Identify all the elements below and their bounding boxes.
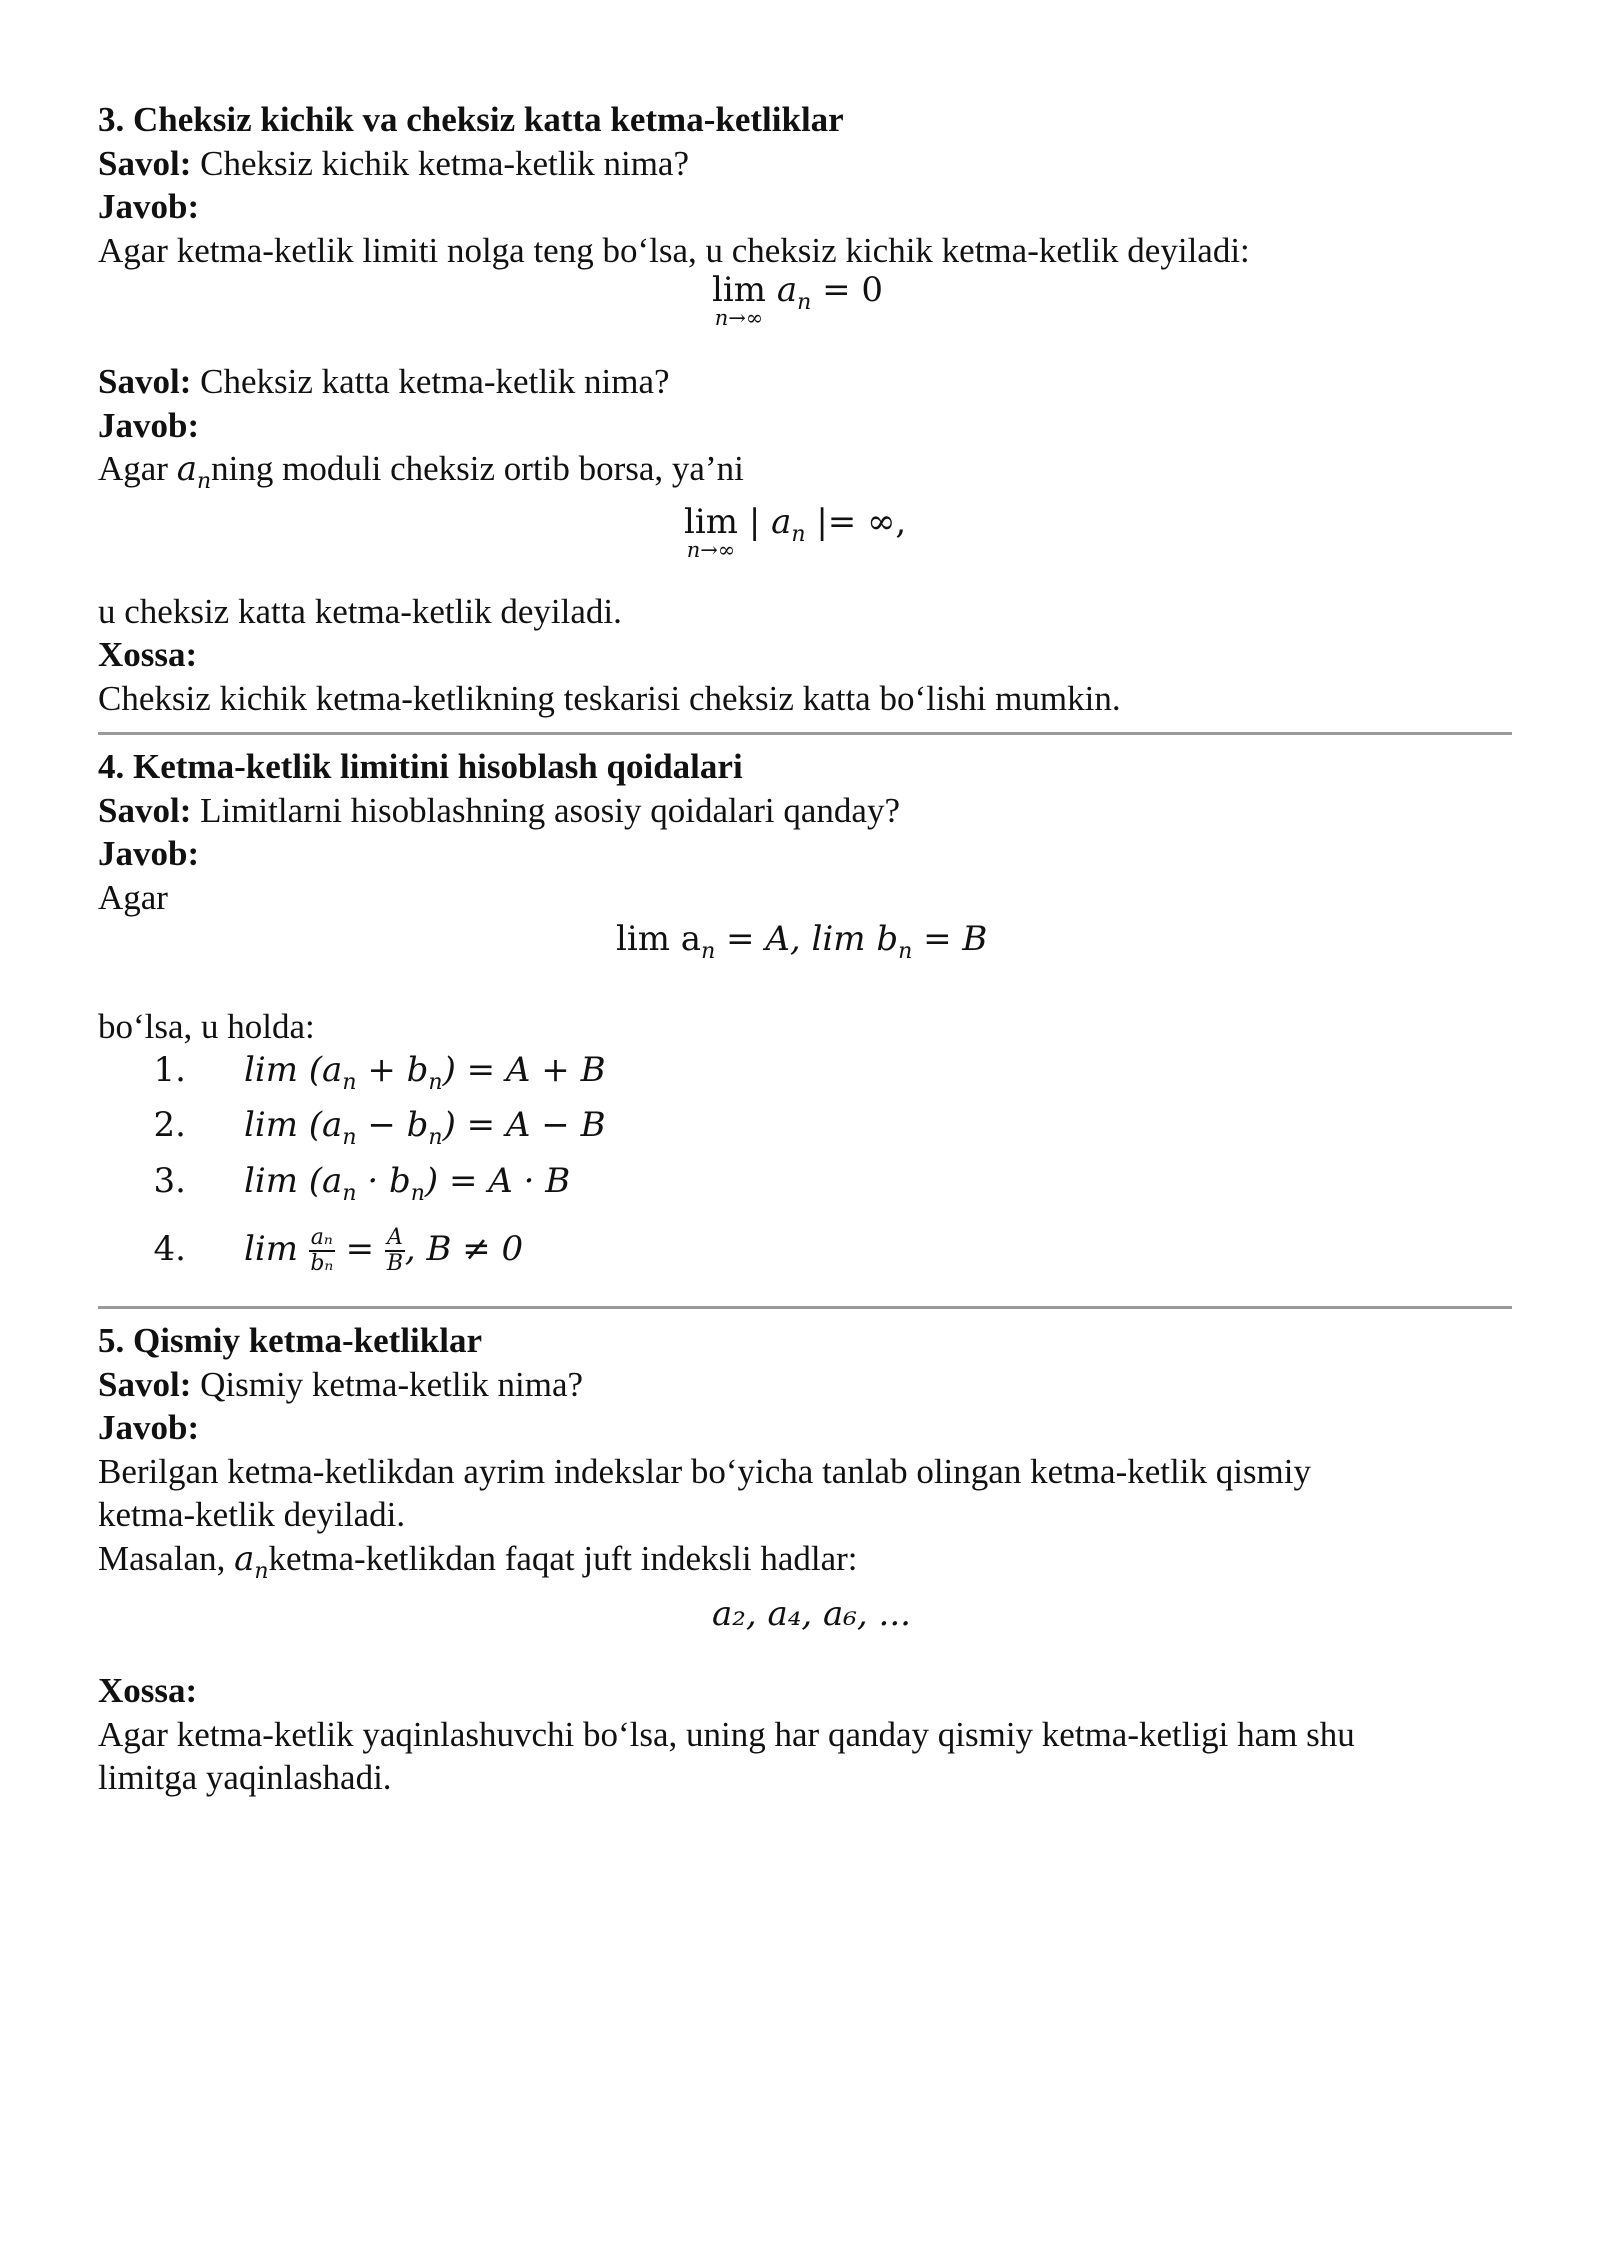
formula-part: = B (912, 919, 988, 959)
formula-rest: = 0 (811, 270, 884, 310)
fraction-an-bn (309, 1226, 335, 1276)
question-text: Cheksiz katta ketma-ketlik nima? (191, 362, 670, 401)
answer-text (98, 447, 1512, 504)
text-span: ning moduli cheksiz ortib borsa, ya’ni (211, 449, 744, 488)
rule-number: 3. (153, 1160, 186, 1201)
index-n: n (701, 939, 716, 964)
savol-label: Savol: (98, 1364, 192, 1404)
question-line (98, 789, 1512, 833)
property-text: Cheksiz kichik ketma-ketlikning teskarisi cheksiz katta bo‘lishi mumkin. (98, 678, 1121, 718)
expr-part: ) = A · B (424, 1160, 571, 1201)
rule-expression (244, 1225, 524, 1276)
question-line (98, 360, 1512, 404)
javob-label: Javob: (98, 187, 200, 226)
section-3-title: 3. Cheksiz kichik va cheksiz katta ketma-ketliklar (98, 100, 844, 139)
javob-label: Javob: (98, 834, 200, 873)
numerator: A (386, 1225, 403, 1250)
formula-part: lim a (616, 919, 702, 959)
answer-text: u cheksiz katta ketma-ketlik deyiladi. (98, 591, 622, 631)
javob-label: Javob: (98, 1408, 200, 1447)
expr-part: , B ≠ 0 (404, 1229, 524, 1269)
expr-part: − b (356, 1105, 429, 1145)
lim-word: lim (684, 501, 738, 542)
rule-number: 1. (153, 1049, 186, 1090)
lim-subscript: n→∞ (686, 537, 736, 562)
index-n: n (342, 1069, 357, 1095)
index-n: n (791, 521, 806, 547)
savol-label: Savol: (98, 362, 192, 401)
formula-lim-infinity (98, 501, 1512, 576)
rule-number: 4. (153, 1229, 186, 1269)
denominator: B (386, 1251, 403, 1276)
formula-lim-zero (98, 272, 1512, 344)
fraction-a-b (385, 1226, 405, 1276)
question-line (98, 1363, 1512, 1407)
property-text: Agar ketma-ketlik yaqinlashuvchi bo‘lsa, uning har qanday qismiy ketma-ketligi ham shu (98, 1714, 1355, 1754)
var-a: a (234, 1538, 255, 1579)
rule-item (98, 1215, 1512, 1284)
formula-rest: |= ∞, (805, 501, 907, 542)
expr-part: ) = A − B (442, 1105, 606, 1145)
index-n: n (898, 939, 913, 964)
example-text (98, 1537, 1512, 1594)
property-text: limitga yaqinlashadi. (98, 1758, 392, 1797)
index-n: n (254, 1558, 269, 1584)
expr-part: lim (a (244, 1049, 343, 1090)
formula-part: = A, lim b (715, 919, 899, 959)
rule-expression (244, 1160, 571, 1206)
index-n: n (428, 1125, 443, 1150)
index-n: n (342, 1180, 357, 1206)
rule-item (98, 1104, 1512, 1160)
index-n: n (797, 290, 812, 315)
answer-text: Berilgan ketma-ketlikdan ayrim indekslar bo‘yicha tanlab olingan ketma-ketlik qismiy (98, 1451, 1311, 1491)
denominator: bₙ (310, 1251, 334, 1276)
lim-word: lim (712, 270, 766, 310)
expr-part: lim (a (244, 1105, 343, 1145)
expr-part: + b (356, 1049, 429, 1090)
javob-label: Javob: (98, 405, 200, 445)
rule-number: 2. (153, 1105, 186, 1145)
expr-part: ) = A + B (442, 1049, 606, 1090)
formula-part: | a (748, 501, 792, 542)
index-n: n (342, 1125, 357, 1150)
numerator: aₙ (310, 1225, 333, 1250)
formula-limits-ab (98, 919, 1512, 993)
question-text: Limitlarni hisoblashning asosiy qoidalari qanday? (191, 790, 900, 830)
savol-label: Savol: (98, 143, 192, 183)
index-n: n (197, 469, 212, 494)
answer-text: ketma-ketlik deyiladi. (98, 1495, 406, 1534)
section-4-title: 4. Ketma-ketlik limitini hisoblash qoidalari (98, 747, 743, 786)
expr-part: · b (356, 1160, 411, 1201)
text-span: Masalan, (98, 1538, 235, 1578)
answer-text: Agar (98, 877, 168, 917)
index-n: n (410, 1180, 425, 1206)
formula-sequence (98, 1593, 1512, 1653)
question-text: Cheksiz kichik ketma-ketlik nima? (191, 143, 689, 183)
rule-expression (244, 1049, 606, 1095)
lim-subscript: n→∞ (714, 306, 764, 330)
rule-item (98, 1049, 1512, 1105)
xossa-label: Xossa: (98, 635, 198, 674)
savol-label: Savol: (98, 790, 192, 830)
document-page (98, 98, 1512, 1800)
var-a: a (176, 449, 197, 489)
expr-part: = (334, 1229, 385, 1269)
xossa-label: Xossa: (98, 1671, 198, 1710)
index-n: n (428, 1069, 443, 1095)
answer-text: bo‘lsa, u holda: (98, 1007, 315, 1046)
var-a: a (776, 270, 798, 310)
section-5-title: 5. Qismiy ketma-ketliklar (98, 1321, 482, 1360)
question-line (98, 142, 1512, 186)
expr-part: lim (a (244, 1160, 343, 1201)
sequence-expr: a₂, a₄, a₆, ... (712, 1594, 911, 1634)
expr-part: lim (244, 1229, 309, 1269)
text-span: Agar (98, 449, 177, 488)
rule-item (98, 1160, 1512, 1216)
rules-list (98, 1049, 1512, 1285)
question-text: Qismiy ketma-ketlik nima? (191, 1364, 584, 1404)
answer-text: Agar ketma-ketlik limiti nolga teng bo‘lsa, u cheksiz kichik ketma-ketlik deyiladi: (98, 230, 1250, 270)
rule-expression (244, 1105, 606, 1150)
text-span: ketma-ketlikdan faqat juft indeksli hadlar: (268, 1538, 858, 1578)
